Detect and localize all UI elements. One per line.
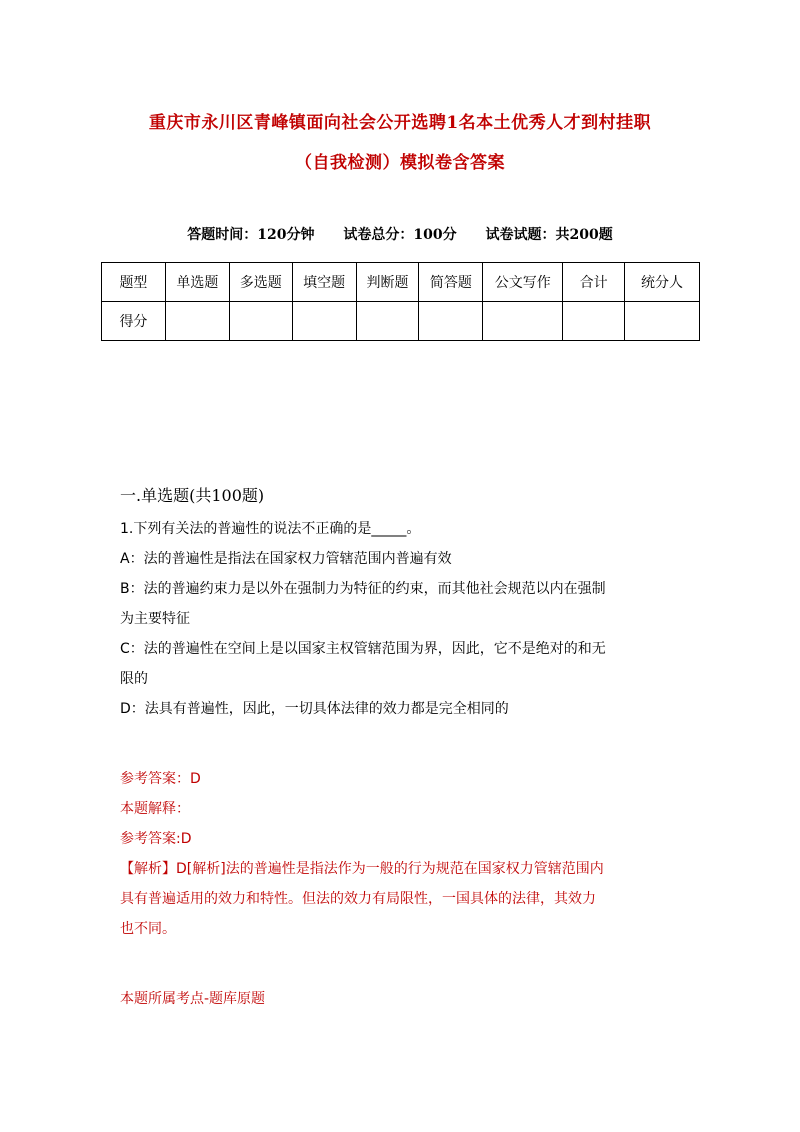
section-title: 一.单选题(共100题) (120, 486, 265, 505)
score-cell[interactable] (625, 302, 700, 341)
exam-meta (0, 224, 800, 244)
score-table-header-row (102, 263, 700, 302)
score-table-header-cell: 题型 (102, 263, 166, 302)
score-cell[interactable] (165, 302, 229, 341)
question-stem: 1.下列有关法的普遍性的说法不正确的是_____。 (120, 521, 421, 537)
score-table-header-cell: 合计 (563, 263, 625, 302)
score-table-header-cell: 单选题 (165, 263, 229, 302)
question-option: C：法的普遍性在空间上是以国家主权管辖范围为界，因此，它不是绝对的和无 (120, 641, 606, 657)
answer-block (120, 764, 690, 944)
score-table-header-cell: 多选题 (229, 263, 292, 302)
score-cell[interactable] (292, 302, 356, 341)
question-block (120, 514, 690, 724)
score-table-header-cell: 简答题 (419, 263, 483, 302)
exam-total-score: 试卷总分：100分 (343, 227, 457, 243)
exam-total-questions: 试卷试题：共200题 (485, 227, 613, 243)
question-option: 为主要特征 (120, 611, 190, 627)
score-cell[interactable] (563, 302, 625, 341)
score-table-header-cell: 判断题 (356, 263, 419, 302)
analysis-line: 【解析】D[解析]法的普遍性是指法作为一般的行为规范在国家权力管辖范围内 (120, 861, 604, 877)
exam-time: 答题时间：120分钟 (187, 227, 315, 243)
question-option: D：法具有普遍性，因此，一切具体法律的效力都是完全相同的 (120, 701, 509, 717)
doc-title-line1: 重庆市永川区青峰镇面向社会公开选聘1名本土优秀人才到村挂职 (148, 113, 652, 133)
reference-answer: 参考答案：D (120, 771, 201, 787)
question-source: 本题所属考点-题库原题 (120, 991, 266, 1007)
question-option: B：法的普遍约束力是以外在强制力为特征的约束，而其他社会规范以内在强制 (120, 581, 606, 597)
score-table-header-cell: 统分人 (625, 263, 700, 302)
score-table-header-cell: 填空题 (292, 263, 356, 302)
score-cell[interactable] (419, 302, 483, 341)
question-option: 限的 (120, 671, 148, 687)
score-cell[interactable] (483, 302, 563, 341)
score-table-header-cell: 公文写作 (483, 263, 563, 302)
score-cell[interactable] (229, 302, 292, 341)
doc-title-line2: （自我检测）模拟卷含答案 (295, 153, 505, 173)
score-table-score-row (102, 302, 700, 341)
score-table (101, 262, 700, 341)
analysis-line: 也不同。 (120, 921, 176, 937)
score-cell[interactable] (356, 302, 419, 341)
analysis-line: 具有普遍适用的效力和特性。但法的效力有局限性，一国具体的法律，其效力 (120, 891, 596, 907)
score-row-label: 得分 (102, 302, 166, 341)
question-option: A：法的普遍性是指法在国家权力管辖范围内普遍有效 (120, 551, 452, 567)
explanation-label: 本题解释： (120, 801, 190, 817)
reference-answer-2: 参考答案:D (120, 831, 192, 847)
